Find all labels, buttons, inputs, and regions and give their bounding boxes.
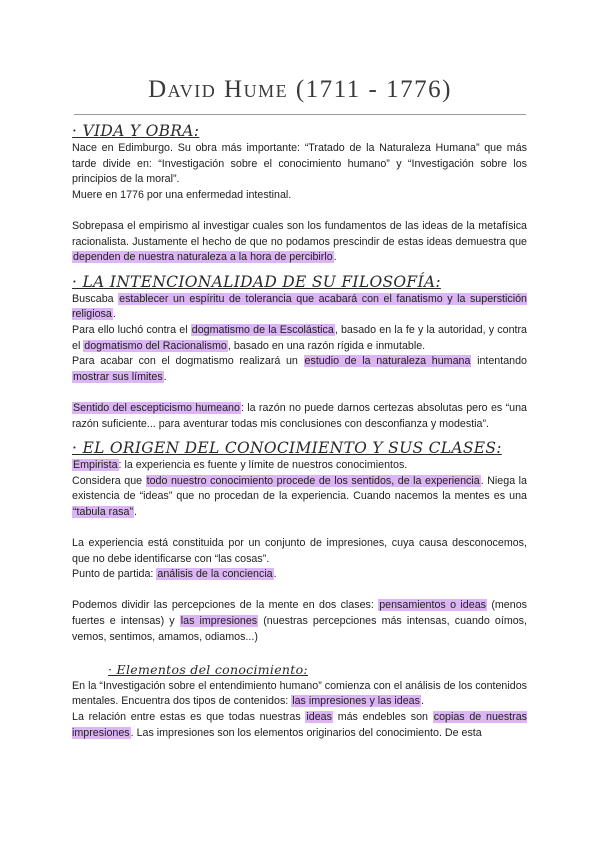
highlight: “tabula rasa” xyxy=(73,505,133,518)
paragraph: Buscaba establecer un espíritu de tolerancia que acabará con el fanatismo y la superstición religiosa. xyxy=(72,292,527,321)
highlight: Sentido del escepticismo humeano xyxy=(73,401,240,414)
subsection-heading-elementos: · Elementos del conocimiento: xyxy=(108,661,308,677)
paragraph: Para ello luchó contra el dogmatismo de la Escolástica, basado en la fe y la autoridad, y contra el dogmatismo del Racionalismo, basado en una razón rígida e inmutable. xyxy=(72,323,527,352)
highlight: estudio de la naturaleza humana xyxy=(304,355,471,368)
title-divider xyxy=(74,114,526,115)
paragraph: La experiencia está constituida por un conjunto de impresiones, cuya causa desconocemos, que no debe identificarse con “las cosas”. xyxy=(72,537,527,565)
paragraph: Sentido del escepticismo humeano: la razón no puede darnos certezas absolutas pero es “una razón suficiente... para aventurar todas mis conclusiones con desconfianza y modestia”. xyxy=(72,401,527,430)
paragraph: Empirista: la experiencia es fuente y límite de nuestros conocimientos. xyxy=(73,459,408,472)
paragraph: Considera que todo nuestro conocimiento procede de los sentidos, de la experiencia. Niega la existencia de “ideas” que no procedan de la experiencia. Cuando nacemos la mentes es una “tabula rasa”. xyxy=(72,474,527,518)
paragraph: Nace en Edimburgo. Su obra más importante: “Tratado de la Naturaleza Humana” que más tarde divide en: “Investigación sobre el conocimiento humano” y “Investigación sobre los principios de la moral”. xyxy=(72,142,527,186)
document-body xyxy=(72,121,527,741)
highlight: análisis de la conciencia xyxy=(157,568,273,581)
paragraph: Podemos dividir las percepciones de la mente en dos clases: pensamientos o ideas (menos fuertes e intensas) y las impresiones (nuestras percepciones más intensas, cuando oímos, vemos, sentimos, amamos, odiamos...) xyxy=(72,599,527,643)
highlight: mostrar sus límites xyxy=(73,370,163,383)
highlight: Empirista xyxy=(73,459,118,472)
highlight: pensamientos o ideas xyxy=(379,599,486,612)
highlight: las impresiones y las ideas xyxy=(292,695,420,708)
page-title: David Hume (1711 - 1776) xyxy=(148,76,452,103)
section-heading-vida-y-obra: · VIDA Y OBRA: xyxy=(72,122,200,140)
paragraph: Para acabar con el dogmatismo realizará un estudio de la naturaleza humana intentando mostrar sus límites. xyxy=(72,355,527,383)
section-heading-origen-conocimiento: · EL ORIGEN DEL CONOCIMIENTO Y SUS CLASES: xyxy=(72,439,502,458)
highlight: dependen de nuestra naturaleza a la hora de percibirlo xyxy=(73,251,333,264)
highlight: las impresiones xyxy=(180,615,258,628)
section-heading-intencionalidad: · LA INTENCIONALIDAD DE SU FILOSOFÍA: xyxy=(72,272,441,291)
paragraph: Sobrepasa el empirismo al investigar cuales son los fundamentos de las ideas de la metafísica racionalista. Justamente el hecho de que no podamos prescindir de estas ideas demuestra que dependen de nuestra naturaleza a la hora de percibirlo. xyxy=(72,219,527,264)
highlight: ideas xyxy=(306,711,332,723)
highlight: establecer un espíritu de tolerancia que acabará con el fanatismo y la superstición religiosa xyxy=(72,292,527,321)
paragraph: La relación entre estas es que todas nuestras ideas más endebles son copias de nuestras impresiones. Las impresiones son los elementos originarios del conocimiento. De esta xyxy=(72,711,527,739)
highlight: dogmatismo de la Escolástica xyxy=(191,323,334,336)
highlight: dogmatismo del Racionalismo xyxy=(84,339,227,352)
paragraph: En la “Investigación sobre el entendimiento humano” comienza con el análisis de los contenidos mentales. Encuentra dos tipos de contenidos: las impresiones y las ideas. xyxy=(72,679,527,708)
paragraph: Muere en 1776 por una enfermedad intestinal. xyxy=(72,188,292,201)
paragraph: Punto de partida: análisis de la conciencia. xyxy=(72,568,277,581)
highlight: copias de nuestras impresiones xyxy=(72,711,527,739)
highlight: todo nuestro conocimiento procede de los sentidos, de la experiencia xyxy=(146,474,480,487)
